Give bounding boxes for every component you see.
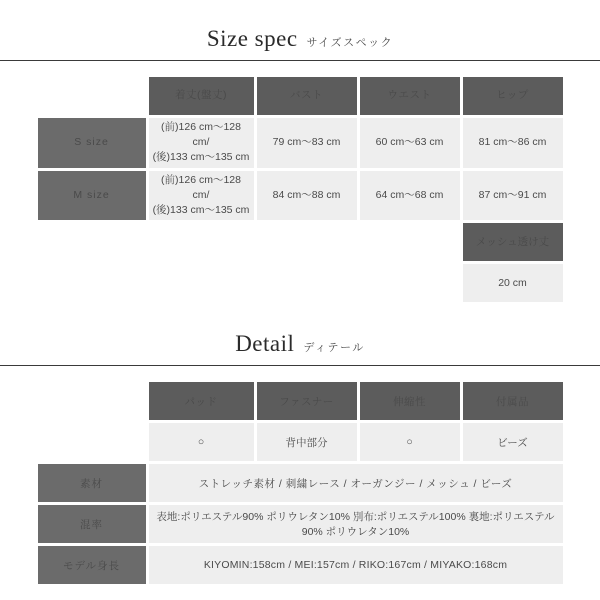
blank-cell: [38, 223, 146, 261]
blank-cell: [149, 223, 254, 261]
cell-stretch: ○: [360, 423, 460, 461]
cell-composition: 表地:ポリエステル90% ポリウレタン10% 別布:ポリエステル100% 裏地:ポリエステル90% ポリウレタン10%: [149, 505, 563, 543]
cell-m-length-back: (後)133 cm～135 cm: [152, 204, 250, 217]
cell-s-length: [149, 118, 254, 168]
header-stretch: 伸縮性: [360, 382, 460, 420]
row-label-m-size: M size: [38, 171, 146, 221]
cell-accessory: ビーズ: [463, 423, 563, 461]
detail-divider: [0, 365, 600, 366]
detail-title: Detail: [235, 331, 295, 357]
cell-zipper: 背中部分: [257, 423, 357, 461]
blank-cell: [257, 223, 357, 261]
cell-model-height: KIYOMIN:158cm / MEI:157cm / RIKO:167cm / MIYAKO:168cm: [149, 546, 563, 584]
cell-m-bust: 84 cm～88 cm: [257, 171, 357, 221]
table-row: [38, 464, 563, 502]
table-row: [38, 505, 563, 543]
cell-m-length-front: (前)126 cm～128 cm/: [161, 173, 241, 201]
row-label-model-height: モデル身長: [38, 546, 146, 584]
size-spec-title: Size spec: [206, 26, 298, 51]
header-mesh-sheer-length: メッシュ透け丈: [463, 223, 563, 261]
blank-cell: [257, 264, 357, 302]
size-spec-subtitle: サイズスペック: [306, 37, 394, 49]
table-row-mesh-value: [38, 264, 563, 302]
size-spec-heading: [0, 0, 600, 60]
table-row: [38, 118, 563, 168]
table-row: [38, 423, 563, 461]
detail-heading: [0, 305, 600, 365]
header-hip: ヒップ: [463, 77, 563, 115]
detail-subtitle: ディテール: [303, 342, 365, 355]
cell-m-length: [149, 171, 254, 221]
blank-cell: [360, 264, 460, 302]
header-waist: ウエスト: [360, 77, 460, 115]
header-zipper: ファスナー: [257, 382, 357, 420]
blank-cell: [360, 223, 460, 261]
table-row: [38, 171, 563, 221]
cell-s-waist: 60 cm～63 cm: [360, 118, 460, 168]
cell-pad: ○: [149, 423, 254, 461]
cell-s-length-front: (前)126 cm～128 cm/: [161, 121, 241, 149]
blank-cell: [149, 264, 254, 302]
table-header-row: [38, 382, 563, 420]
row-label-s-size: S size: [38, 118, 146, 168]
cell-m-hip: 87 cm～91 cm: [463, 171, 563, 221]
blank-cell: [38, 423, 146, 461]
cell-material: ストレッチ素材 / 刺繍レース / オーガンジー / メッシュ / ビーズ: [149, 464, 563, 502]
cell-mesh-sheer-length: 20 cm: [463, 264, 563, 302]
cell-s-length-back: (後)133 cm～135 cm: [152, 151, 250, 164]
table-row-mesh-header: [38, 223, 563, 261]
table-header-row: [38, 77, 563, 115]
blank-cell: [38, 264, 146, 302]
header-bust: バスト: [257, 77, 357, 115]
corner-cell: [38, 77, 146, 115]
cell-s-hip: 81 cm～86 cm: [463, 118, 563, 168]
row-label-material: 素材: [38, 464, 146, 502]
cell-s-bust: 79 cm～83 cm: [257, 118, 357, 168]
header-pad: パッド: [149, 382, 254, 420]
row-label-composition: 混率: [38, 505, 146, 543]
table-row: [38, 546, 563, 584]
header-accessory: 付属品: [463, 382, 563, 420]
size-spec-table: [35, 74, 566, 305]
corner-cell: [38, 382, 146, 420]
header-length: 着丈(盤丈): [149, 77, 254, 115]
size-spec-divider: [0, 60, 600, 61]
cell-m-waist: 64 cm～68 cm: [360, 171, 460, 221]
detail-table: [35, 379, 566, 587]
